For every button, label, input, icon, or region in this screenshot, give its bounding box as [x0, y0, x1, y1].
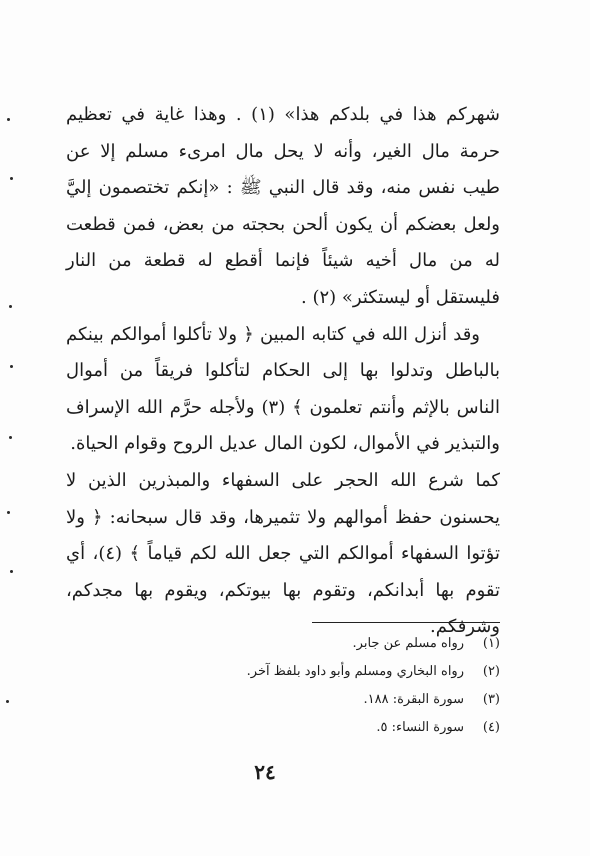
scan-speck — [6, 700, 9, 703]
footnote-1 — [150, 630, 500, 658]
footnote-text: سورة النساء: ٥. — [376, 720, 464, 735]
footnotes — [150, 630, 500, 742]
scan-speck — [9, 436, 12, 439]
footnote-number: (٢) — [482, 664, 500, 679]
footnote-text: رواه مسلم عن جابر. — [352, 636, 464, 651]
footnote-separator — [312, 622, 500, 623]
footnote-text: رواه البخاري ومسلم وأبو داود بلفظ آخر. — [246, 664, 464, 679]
footnote-text: سورة البقرة: ١٨٨. — [363, 692, 464, 707]
footnote-3 — [150, 686, 500, 714]
page-number: ٢٤ — [254, 760, 276, 784]
footnote-4 — [150, 714, 500, 742]
paragraph-3: كما شرع الله الحجر على السفهاء والمبذرين الذين لا يحسنون حفظ أموالهم ولا تثميرها، وقد قال سبحانه: ﴿ ولا تؤتوا السفهاء أموالكم التي جعل الله لكم قياماً ﴾ (٤)، أي تقوم بها أبدانكم، وتقوم بها بيوتكم، ويقوم بها مجدكم، وشرفكم. — [66, 469, 500, 638]
scan-speck — [7, 511, 10, 514]
scan-speck — [7, 118, 10, 121]
paragraph-1: شهركم هذا في بلدكم هذا» (١) . وهذا غاية في تعظيم حرمة مال الغير، وأنه لا يحل مال امرىء مسلم إلا عن طيب نفس منه، وقد قال النبي ﷺ : «إنكم تختصمون إليَّ ولعل بعضكم أن يكون ألحن بحجته من بعض، فمن قطعت له من مال أخيه شيئاً فإنما أقطع له قطعة من النار فليستقل أو ليستكثر» (٢) . — [66, 104, 500, 308]
footnote-2 — [150, 658, 500, 686]
footnote-number: (٤) — [482, 720, 500, 735]
scan-speck — [10, 365, 13, 368]
scan-speck — [10, 177, 13, 180]
paragraph-2: وقد أنزل الله في كتابه المبين ﴿ ولا تأكلوا أموالكم بينكم بالباطل وتدلوا بها إلى الحكام لتأكلوا فريقاً من أموال الناس بالإثم وأنتم تعلمون ﴾ (٣) ولأجله حرَّم الله الإسراف والتبذير في الأموال، لكون المال عديل الروح وقوام الحياة. — [66, 323, 501, 455]
scan-speck — [10, 570, 13, 573]
footnote-number: (١) — [482, 636, 500, 651]
scan-speck — [9, 305, 12, 308]
footnote-number: (٣) — [482, 692, 500, 707]
body-text — [66, 97, 500, 646]
